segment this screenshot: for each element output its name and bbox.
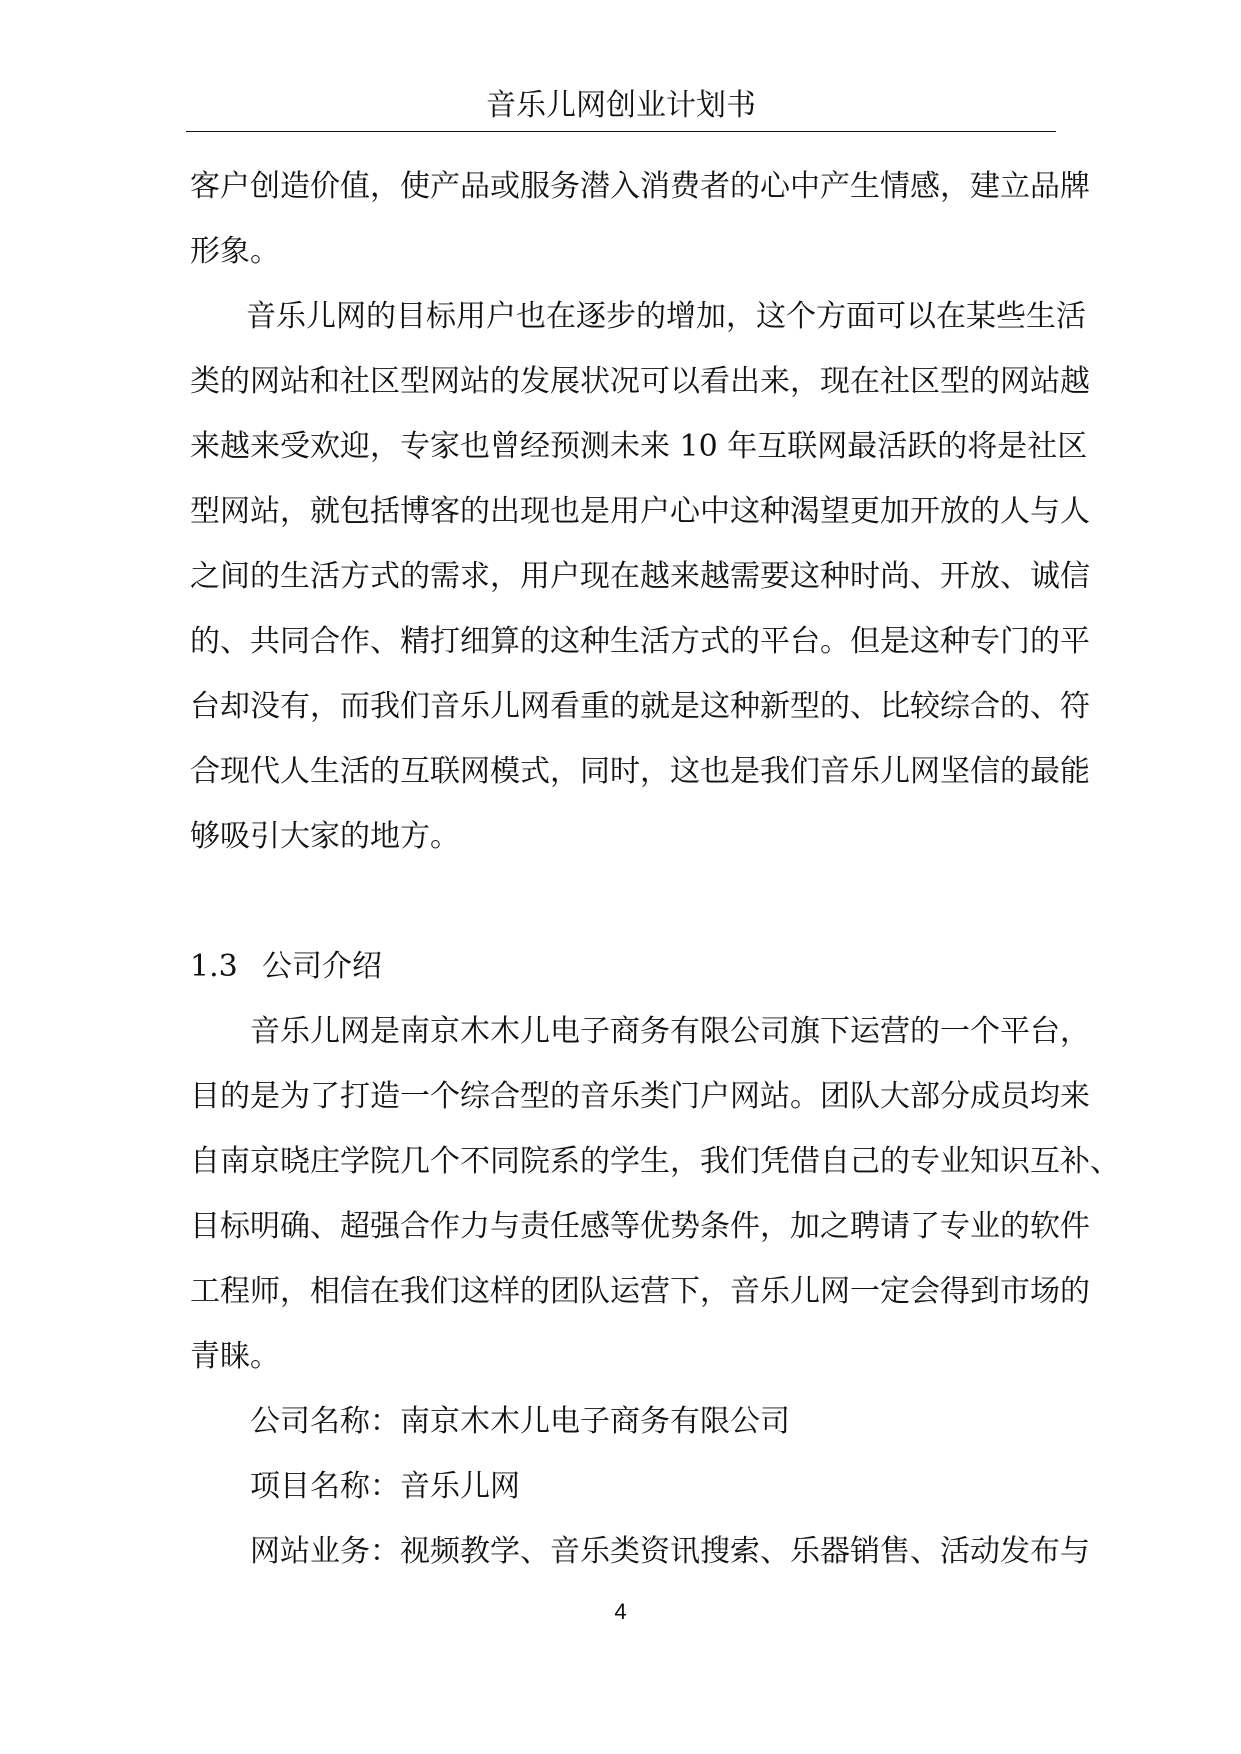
text-line: 音乐儿网的目标用户也在逐步的增加，这个方面可以在某些生活 <box>246 299 1086 334</box>
page-body <box>190 154 1120 1584</box>
page-number: 4 <box>614 1599 627 1624</box>
running-header: 音乐儿网创业计划书 <box>486 88 756 123</box>
section-number: 1.3 <box>190 949 238 984</box>
company-info <box>190 1389 1090 1584</box>
text-line: 合现代人生活的互联网模式，同时，这也是我们音乐儿网坚信的最能 <box>190 754 1090 789</box>
text-line: 目标明确、超强合作力与责任感等优势条件，加之聘请了专业的软件 <box>190 1209 1090 1244</box>
section-heading <box>190 934 1056 999</box>
text-line: 类的网站和社区型网站的发展状况可以看出来，现在社区型的网站越 <box>190 364 1090 399</box>
text-line: 形象。 <box>190 234 280 269</box>
spacer <box>190 869 1056 934</box>
text-line: 够吸引大家的地方。 <box>190 819 460 854</box>
header-rule <box>186 131 1056 132</box>
business-line: 网站业务：视频教学、音乐类资讯搜索、乐器销售、活动发布与 <box>250 1534 1090 1569</box>
text-line: 音乐儿网是南京木木儿电子商务有限公司旗下运营的一个平台， <box>250 1014 1090 1049</box>
text-line: 之间的生活方式的需求，用户现在越来越需要这种时尚、开放、诚信 <box>190 559 1090 594</box>
company-name-line: 公司名称：南京木木儿电子商务有限公司 <box>250 1404 790 1439</box>
project-name-line: 项目名称：音乐儿网 <box>250 1469 520 1504</box>
paragraph-2 <box>190 284 1090 869</box>
paragraph-3 <box>190 999 1120 1389</box>
text-line: 自南京晓庄学院几个不同院系的学生，我们凭借自己的专业知识互补、 <box>190 1144 1120 1179</box>
text-line: 工程师，相信在我们这样的团队运营下，音乐儿网一定会得到市场的 <box>190 1274 1090 1309</box>
text-line: 青睐。 <box>190 1339 280 1374</box>
text-line: 型网站，就包括博客的出现也是用户心中这种渴望更加开放的人与人 <box>190 494 1090 529</box>
section-title: 公司介绍 <box>262 949 382 984</box>
text-line: 客户创造价值，使产品或服务潜入消费者的心中产生情感，建立品牌 <box>190 169 1090 204</box>
text-line: 目的是为了打造一个综合型的音乐类门户网站。团队大部分成员均来 <box>190 1079 1090 1114</box>
text-line: 台却没有，而我们音乐儿网看重的就是这种新型的、比较综合的、符 <box>190 689 1090 724</box>
text-line: 的、共同合作、精打细算的这种生活方式的平台。但是这种专门的平 <box>190 624 1090 659</box>
text-line: 来越来受欢迎，专家也曾经预测未来 10 年互联网最活跃的将是社区 <box>190 429 1088 464</box>
paragraph-1 <box>190 154 1090 284</box>
